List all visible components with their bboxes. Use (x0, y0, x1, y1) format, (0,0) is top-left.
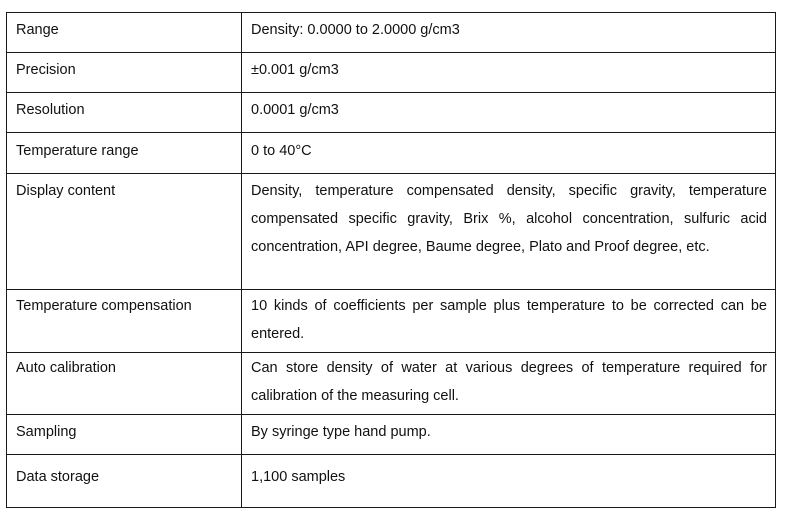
spec-value: 1,100 samples (242, 455, 776, 508)
spec-label: Resolution (7, 93, 242, 133)
spec-value: 0.0001 g/cm3 (242, 93, 776, 133)
spec-label: Range (7, 13, 242, 53)
spec-label: Precision (7, 53, 242, 93)
spec-value: 0 to 40°C (242, 133, 776, 174)
spec-label: Data storage (7, 455, 242, 508)
spec-label: Sampling (7, 415, 242, 455)
table-row (7, 93, 776, 133)
table-row (7, 455, 776, 508)
table-row (7, 174, 776, 290)
table-row (7, 415, 776, 455)
spec-value: Density: 0.0000 to 2.0000 g/cm3 (242, 13, 776, 53)
spec-label: Auto calibration (7, 353, 242, 415)
table-row (7, 13, 776, 53)
specification-table (6, 12, 776, 508)
spec-label: Display content (7, 174, 242, 290)
table-row (7, 133, 776, 174)
spec-label: Temperature compensation (7, 290, 242, 353)
spec-value: By syringe type hand pump. (242, 415, 776, 455)
spec-value: 10 kinds of coefficients per sample plus temperature to be corrected can be entered. (242, 290, 776, 353)
spec-label: Temperature range (7, 133, 242, 174)
spec-value: Can store density of water at various degrees of temperature required for calibration of the measuring cell. (242, 353, 776, 415)
table-row (7, 290, 776, 353)
table-row (7, 353, 776, 415)
spec-value: Density, temperature compensated density, specific gravity, temperature compensated specific gravity, Brix %, alcohol concentration, sulfuric acid concentration, API degree, Baume degree, Plato and Proof degree, etc. (242, 174, 776, 290)
spec-value: ±0.001 g/cm3 (242, 53, 776, 93)
table-row (7, 53, 776, 93)
